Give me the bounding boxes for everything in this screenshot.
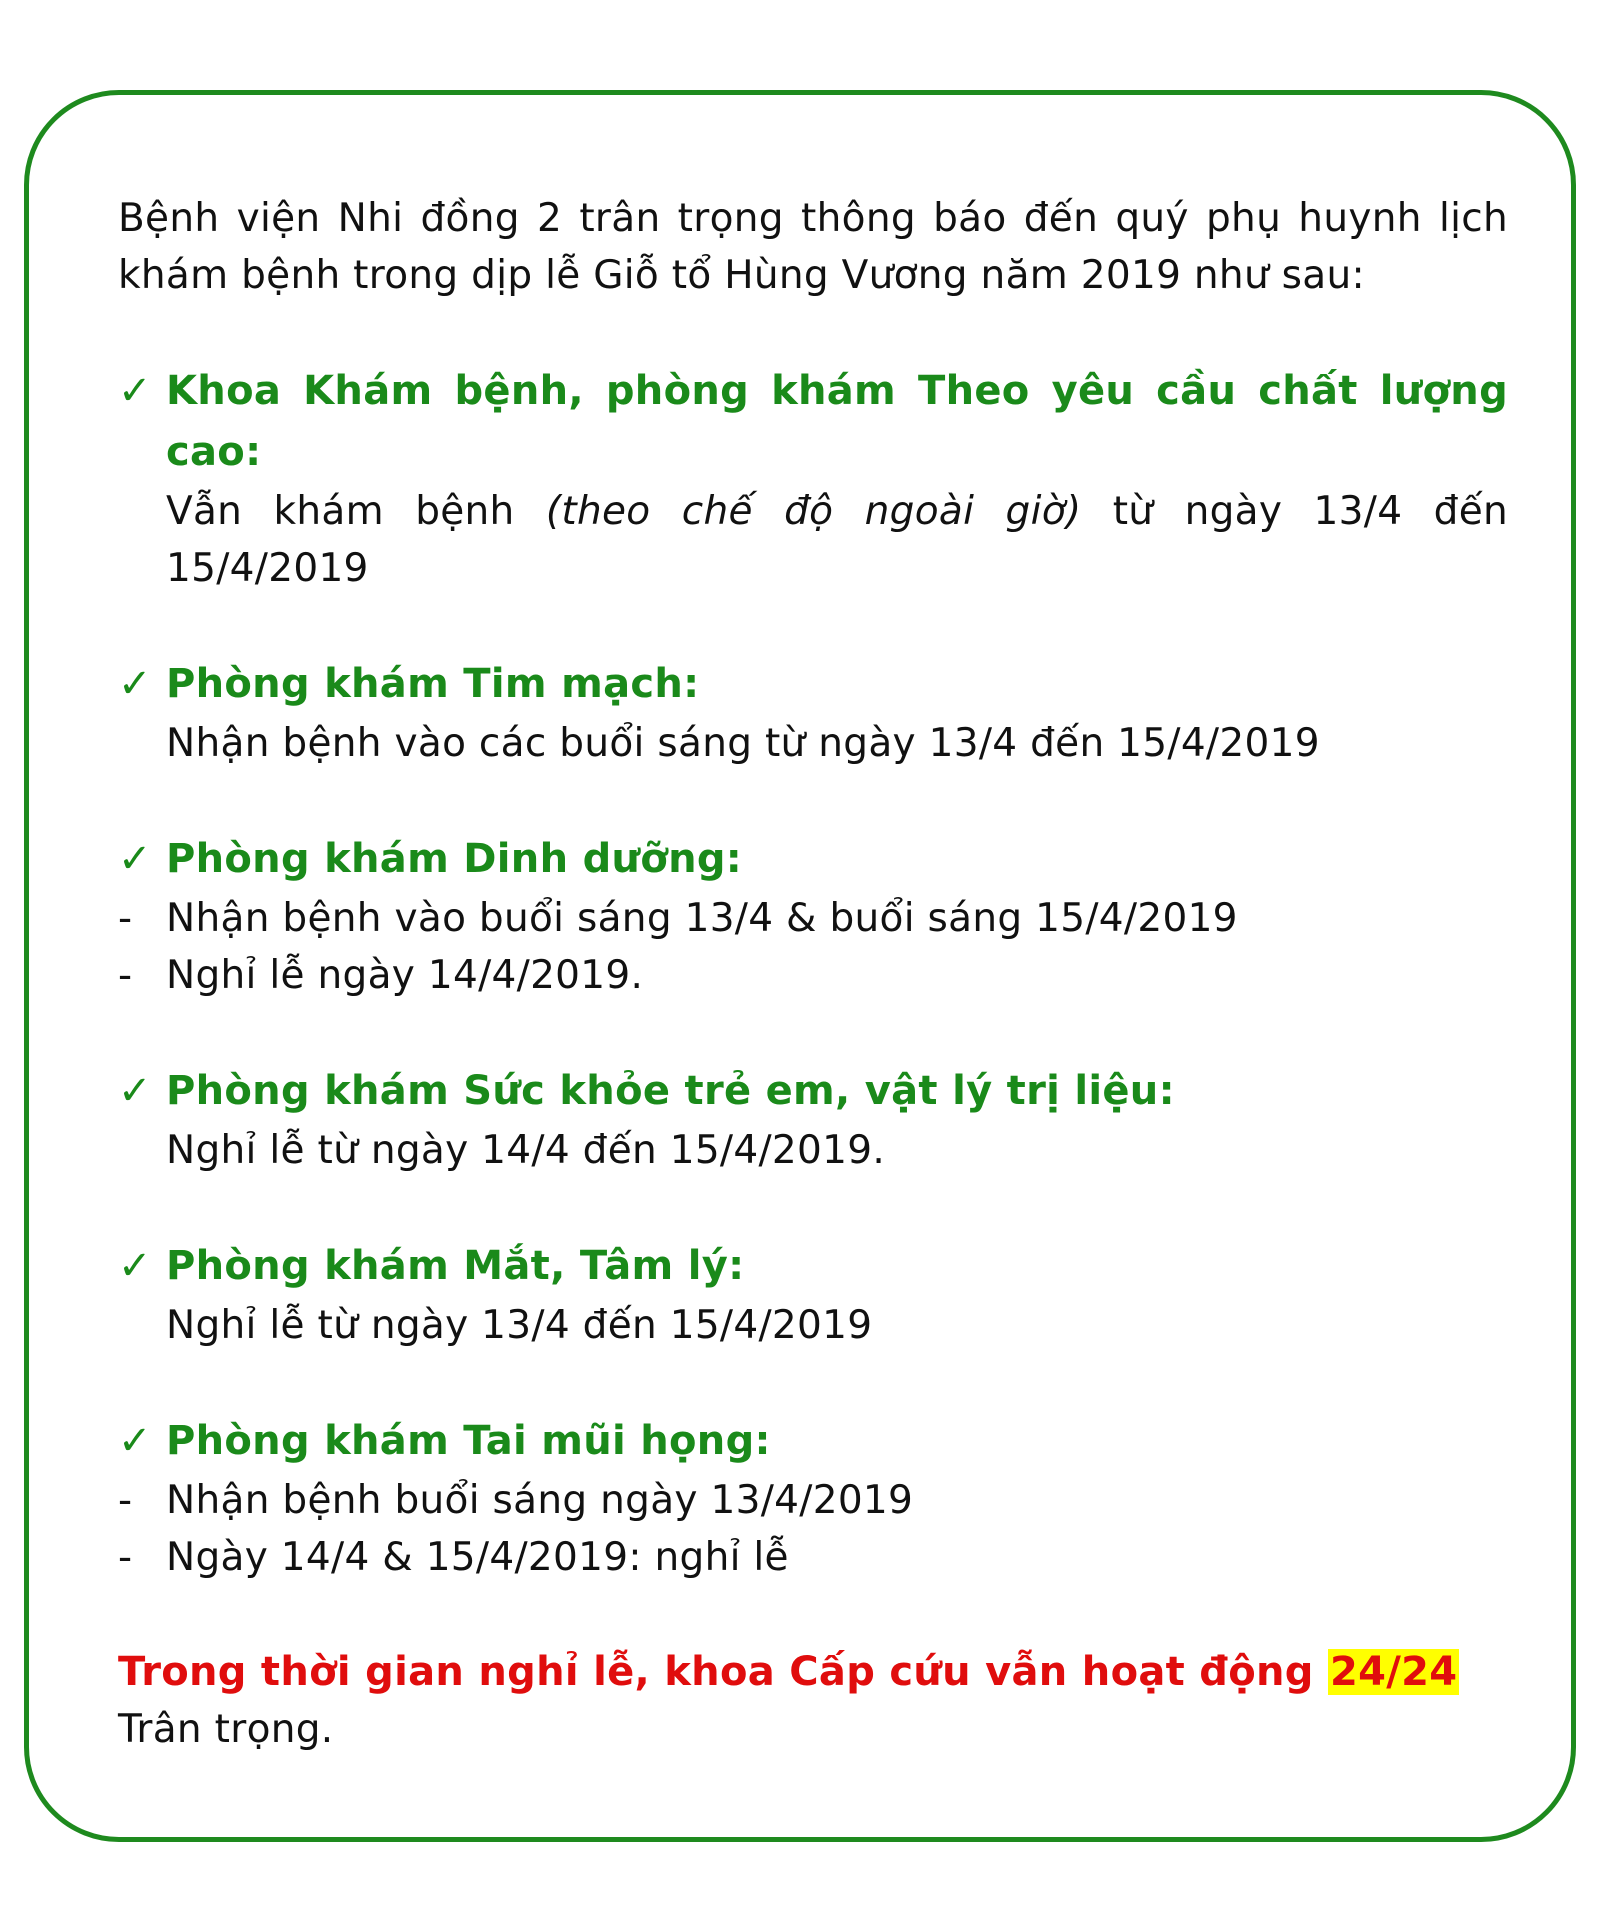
section-title [118,654,1508,715]
section-title [118,1061,1508,1122]
intro-paragraph: Bệnh viện Nhi đồng 2 trân trọng thông báo đến quý phụ huynh lịch khám bệnh trong dịp lễ Giỗ tổ Hùng Vương năm 2019 như sau: [118,196,1508,298]
bullet-item [118,1529,1508,1586]
emergency-notice [118,1643,1508,1701]
bullet-text: Nhận bệnh buổi sáng ngày 13/4/2019 [166,1478,914,1523]
section-general-clinic [118,361,1508,597]
dash-icon: - [118,1535,133,1580]
section-title-text: Phòng khám Sức khỏe trẻ em, vật lý trị liệu: [166,1068,1175,1114]
section-title-text: Phòng khám Mắt, Tâm lý: [166,1243,745,1289]
bullet-item [118,1472,1508,1529]
check-icon: ✓ [118,661,152,707]
section-ent [118,1411,1508,1586]
bullet-item [118,890,1508,947]
notice-highlight: 24/24 [1329,1649,1458,1695]
line-italic-text: (theo chế độ ngoài giờ) [545,489,1082,534]
section-title-text: Khoa Khám bệnh, phòng khám Theo yêu cầu chất lượng cao: [166,368,1508,475]
section-eye-psychology [118,1236,1508,1354]
section-title [118,1236,1508,1297]
section-title-text: Phòng khám Tai mũi họng: [166,1418,771,1464]
section-title [118,361,1508,483]
bullet-text: Ngày 14/4 & 15/4/2019: nghỉ lễ [166,1535,789,1580]
section-line: Nghỉ lễ từ ngày 14/4 đến 15/4/2019. [166,1128,886,1173]
check-icon: ✓ [118,1418,152,1464]
bullet-text: Nghỉ lễ ngày 14/4/2019. [166,953,644,998]
section-title [118,1411,1508,1472]
closing-text: Trân trọng. [118,1707,334,1752]
check-icon: ✓ [118,1243,152,1289]
notice-text: Trong thời gian nghỉ lễ, khoa Cấp cứu vẫn hoạt động [118,1649,1328,1695]
check-icon: ✓ [118,836,152,882]
bullet-text: Nhận bệnh vào buổi sáng 13/4 & buổi sáng 15/4/2019 [166,896,1238,941]
section-title-text: Phòng khám Dinh dưỡng: [166,836,743,882]
line-text: từ ngày 13/4 đến 15/4/2019 [166,489,1509,591]
dash-icon: - [118,953,133,998]
section-line: Nhận bệnh vào các buổi sáng từ ngày 13/4 đến 15/4/2019 [166,721,1320,766]
section-nutrition [118,829,1508,1004]
dash-icon: - [118,896,133,941]
line-text: Vẫn khám bệnh [166,489,546,534]
section-cardiology [118,654,1508,772]
check-icon: ✓ [118,368,152,414]
announcement-content [118,190,1508,1758]
section-line [166,483,1508,597]
section-line: Nghỉ lễ từ ngày 13/4 đến 15/4/2019 [166,1303,873,1348]
section-title-text: Phòng khám Tim mạch: [166,661,700,707]
section-title [118,829,1508,890]
bullet-item [118,947,1508,1004]
section-child-health [118,1061,1508,1179]
check-icon: ✓ [118,1068,152,1114]
dash-icon: - [118,1478,133,1523]
